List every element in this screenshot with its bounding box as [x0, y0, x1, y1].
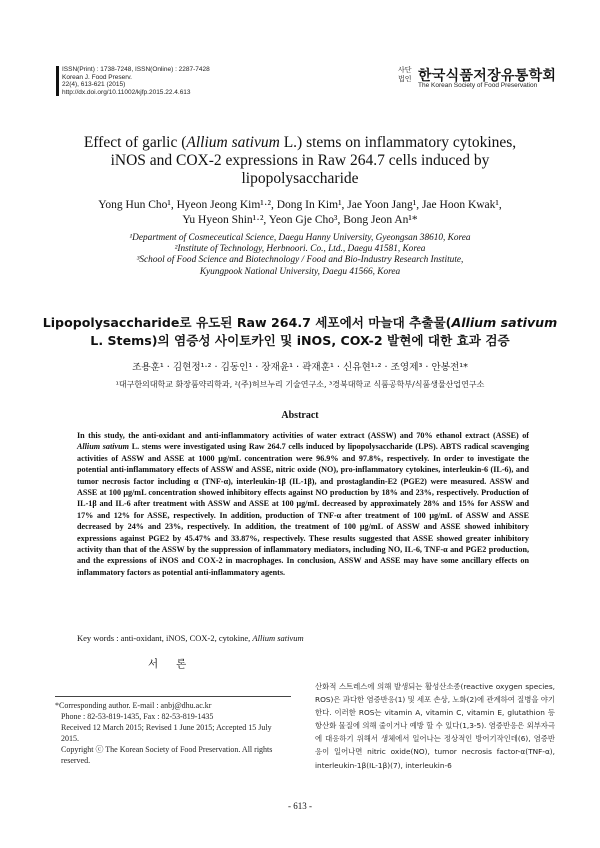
abstract-heading: Abstract	[281, 410, 319, 421]
korean-authors: 조용훈¹ · 김현정¹·² · 김동인¹ · 장재윤¹ · 곽재훈¹ · 신유현¹·² · 조영제³ · 안봉전¹*	[132, 362, 468, 373]
title-line-2: iNOS and COX-2 expressions in Raw 264.7 cells induced by	[110, 152, 490, 169]
affiliations	[60, 233, 540, 278]
footnote-divider	[55, 696, 291, 697]
copyright: Copyright ⓒ The Korean Society of Food Preservation. All rights reserved.	[61, 745, 273, 765]
page-number: - 613 -	[288, 801, 312, 811]
volume-line: 22(4), 613-621 (2015)	[62, 81, 126, 88]
society-name-en: The Korean Society of Food Preservation	[418, 82, 538, 89]
affiliation-2: ²Institute of Technology, Herbnoori. Co., Ltd., Daegu 41581, Korea	[174, 244, 426, 255]
keywords: Key words : anti-oxidant, iNOS, COX-2, cytokine, Allium sativum	[77, 633, 304, 643]
journal-name-line: Korean J. Food Preserv.	[62, 73, 132, 81]
society-emblem-icon: 사단 법인	[398, 66, 412, 83]
author-list	[30, 198, 570, 228]
corresponding-footnote	[55, 696, 291, 766]
affiliation-3-cont: Kyungpook National University, Daegu 41566, Korea	[199, 266, 401, 277]
species-name: Allium sativum	[186, 134, 280, 151]
society-name-ko: 한국식품저장유통학회	[418, 68, 557, 84]
journal-meta	[56, 66, 210, 96]
abstract-species: Allium sativum	[77, 442, 129, 452]
affiliation-3: ³School of Food Science and Biotechnology / Food and Bio-Industry Research Institute,	[136, 255, 464, 266]
korean-title-species: Allium sativum	[451, 315, 558, 330]
korean-title-line-2: L. Stems)의 염증성 사이토카인 및 iNOS, COX-2 발현에 대한 효과 검증	[90, 333, 510, 348]
title-line-1: Effect of garlic (Allium sativum L.) stems on inflammatory cytokines,	[83, 134, 517, 151]
korean-affiliations: ¹대구한의대학교 화장품약리학과, ²(주)허브누리 기술연구소, ³경북대학교 식품공학부/식품생물산업연구소	[115, 380, 485, 389]
author-line-2: Yu Hyeon Shin¹·², Yeon Gje Cho³, Bong Jeon An¹*	[182, 214, 418, 226]
doi-link[interactable]: http://dx.doi.org/10.11002/kjfp.2015.22.4.613	[62, 88, 191, 96]
paper-title	[40, 134, 560, 188]
intro-text: 산화적 스트레스에 의해 발생되는 활성산소종(reactive oxygen species, ROS)은 과다한 염증반응(1) 및 세포 손상, 노화(2)에 관계하여 질병을 야기한다. 이러한 ROS는 vitamin A, vitamin C, vitamin E, glutathion 등 항산화 물질에 의해 줄이거나 예방 할 수 있다(1,3-5). 염증반응은 외부자극에 대응하기 위해서 생체에서 일어나는 정상적인 방어기작인데(6), 염증반응이 일어나면 nitric oxide(NO), tumor necrosis factor-α(TNF-α), interleukin-1β(IL-1β)(7), interleukin-6	[315, 682, 555, 770]
abstract-body: In this study, the anti-oxidant and anti-inflammatory activities of water extract (ASSW) and 70% ethanol extract (ASSE) of Allium sativum L. stems were investigated using Raw 264.7 cells induced by lipopolysaccharide (LPS). ABTS radical scavenging activities of ASSW and ASSE at 1000 μg/mL concentration were 96.9% and 97.8%, respectively. In order to investigate the potential anti-inflammatory effects of ASSW and ASSE, nitric oxide (NO), pro-inflammatory cytokines, interleukin-6 (IL-6), and tumor necrosis factor including α (TNF-α), interleukin-1β (IL-1β), and prostaglandin-E2 (PGE2) were measured. ASSW and ASSE at 100 μg/mL concentration showed inhibitory effects against NO production by 18% and 23%, respectively. Production of IL-1β and IL-6 after treatment with ASSW and ASSE at 100 μg/mL decreased by approximately 28% and 15% for ASSW and 17% and 12% for ASSE, respectively. In addition, production of TNF-α after treatment of 100 μg/mL of ASSW and ASSE decreased by 24% and 23%, respectively. In addition, the treatment of 100 μg/mL of ASSW and ASSE showed inhibitory expressions against PGE2 by 45.47% and 33.87%, respectively. These results suggested that ASSE showed greater inhibitory activity than that of the ASSW by the suppression of inflammatory mediators, including NO, IL-6, TNF-α and PGE2 production, and the expressions of iNOS and COX-2 in macrophages. In conclusion, ASSW and ASSE may have some ancillary effects on inflammatory factors as potential anti-inflammatory agents.	[77, 431, 530, 577]
corresponding-author-email: *Corresponding author. E-mail : anbj@dhu.ac.kr	[55, 701, 212, 710]
korean-title-line-1: Lipopolysaccharide로 유도된 Raw 264.7 세포에서 마늘대 추출물(Allium sativum	[42, 315, 558, 330]
affiliation-1: ¹Department of Cosmeceutical Science, Daegu Hanny University, Gyeongsan 38610, Korea	[129, 233, 471, 243]
received-dates: Received 12 March 2015; Revised 1 June 2015; Accepted 15 July 2015.	[61, 723, 272, 743]
author-line-1: Yong Hun Cho¹, Hyeon Jeong Kim¹·², Dong In Kim¹, Jae Yoon Jang¹, Jae Hoon Kwak¹,	[98, 199, 502, 211]
title-line-3: lipopolysaccharide	[241, 170, 359, 187]
issn-line: ISSN(Print) : 1738-7248, ISSN(Online) : 2287-7428	[62, 66, 210, 73]
korean-title	[40, 314, 560, 350]
society-logo	[398, 66, 558, 92]
intro-heading: 서론	[148, 658, 205, 670]
keyword-species: Allium sativum	[252, 633, 304, 643]
phone-fax: Phone : 82-53-819-1435, Fax : 82-53-819-1435	[61, 712, 214, 721]
